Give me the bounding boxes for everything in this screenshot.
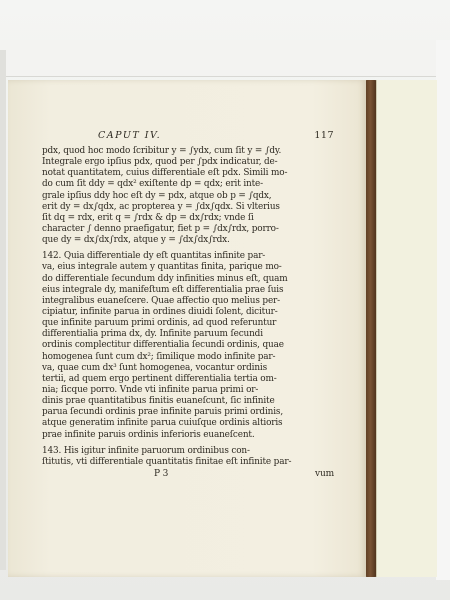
text-line: 143. His igitur infinite paruorum ordinibus con- (42, 445, 250, 456)
text-line: parua ſecundi ordinis prae infinite paruis primi ordinis, (42, 407, 283, 418)
text-line: homogenea ſunt cum dx²; ſimilique modo infinite par- (42, 351, 276, 362)
text-line: nia; ſicque porro. Vnde vti infinite parua primi or- (42, 384, 259, 395)
running-header (42, 130, 334, 144)
text-line: va, quae cum dx³ ſunt homogenea, vocantur ordinis (42, 362, 267, 373)
page-footer (42, 469, 334, 481)
paragraph-141-continued (42, 146, 334, 246)
page-number: 117 (314, 130, 334, 141)
scanner-top-strip (0, 40, 450, 77)
signature-mark: P 3 (154, 468, 169, 479)
catchword: vum (315, 468, 334, 479)
page-text-block (42, 130, 334, 481)
book-cover-board (376, 80, 437, 577)
text-line: grale ipſius ddy hoc eſt dy = pdx, atque ob p = ∫qdx, (42, 190, 272, 201)
text-line: notat quantitatem, cuius differentiale eſt pdx. Simili mo- (42, 168, 288, 179)
scanner-left-strip (0, 50, 6, 570)
text-line: do differentiale ſecundum ddy infinities minus eſt, quam (42, 273, 288, 284)
text-line: 142. Quia differentiale dy eſt quantitas infinite par- (42, 251, 266, 262)
text-line: eius integrale dy, manifeſtum eſt differentialia prae ſuis (42, 284, 284, 295)
header-title: CAPUT IV. (98, 130, 162, 141)
text-line: tertii, ad quem ergo pertinent differentialia tertia om- (42, 373, 277, 384)
text-line: que dy = dx∫dx∫rdx, atque y = ∫dx∫dx∫rdx. (42, 235, 230, 246)
text-line: cipiatur, infinite parua in ordines diuidi ſolent, dicitur- (42, 306, 278, 317)
text-line: atque generatim infinite parua cuiuſque ordinis altioris (42, 418, 283, 429)
text-line: erit dy = dx∫qdx, ac propterea y = ∫dx∫qdx. Si vlterius (42, 201, 280, 212)
text-line: que infinite paruum primi ordinis, ad quod referuntur (42, 318, 277, 329)
text-line: dinis prae quantitatibus finitis euaneſcunt, ſic infinite (42, 396, 275, 407)
text-line: integralibus euaneſcere. Quae affectio quo melius per- (42, 295, 280, 306)
text-line: differentialia prima dx, dy. Infinite paruum ſecundi (42, 329, 263, 340)
text-line: ſit dq = rdx, erit q = ∫rdx & dp = dx∫rdx; vnde ſi (42, 212, 254, 223)
text-line: Integrale ergo ipſius pdx, quod per ∫pdx indicatur, de- (42, 157, 278, 168)
paragraph-142 (42, 251, 334, 440)
paragraph-143 (42, 446, 334, 468)
text-line: prae infinite paruis ordinis inferioris euaneſcent. (42, 429, 255, 440)
book-page (8, 80, 366, 577)
text-line: character ∫ denno praefigatur, fiet p = ∫dx∫rdx, porro- (42, 223, 279, 234)
text-line: va, eius integrale autem y quantitas finita, parique mo- (42, 262, 282, 273)
text-line: ſtitutis, vti differentiale quantitatis finitae eſt infinite par- (42, 456, 292, 467)
text-line: pdx, quod hoc modo ſcribitur y = ∫ydx, cum ſit y = ∫dy. (42, 146, 282, 156)
scanner-right-strip (436, 40, 450, 580)
text-line: ordinis complectitur differentialia ſecundi ordinis, quae (42, 340, 284, 351)
text-line: do cum ſit ddy = qdx² exiſtente dp = qdx; erit inte- (42, 179, 263, 190)
